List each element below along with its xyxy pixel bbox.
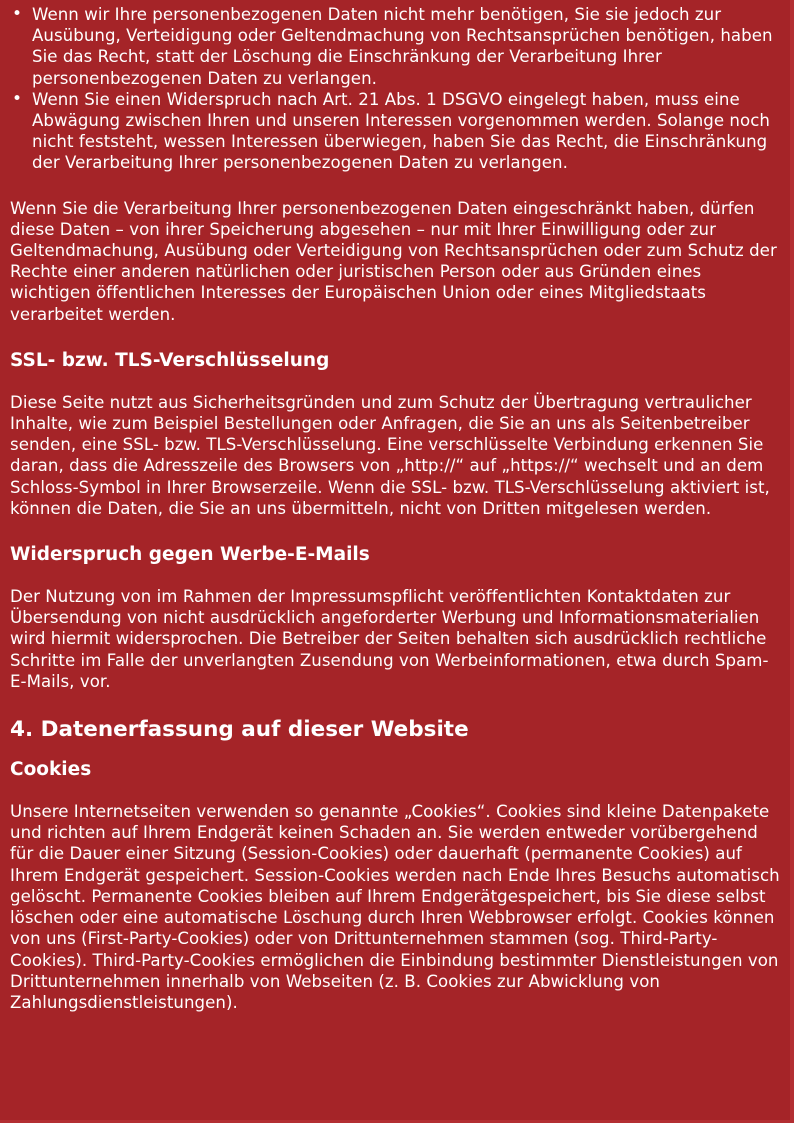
restriction-bullet-list: [10, 4, 784, 174]
bullet-icon: •: [12, 4, 23, 24]
ad-objection-paragraph: Der Nutzung von im Rahmen der Impressumspflicht veröffentlichten Kontaktdaten zur Übersendung von nicht ausdrücklich angeforderter Werbung und Informationsmaterialien wird hiermit widersprochen. Die Betreiber der Seiten behalten sich ausdrücklich rechtliche Schritte im Falle der unverlangten Zusendung von Werbeinformationen, etwa durch Spam-E-Mails, vor.: [10, 587, 769, 691]
bullet-icon: •: [12, 88, 23, 109]
bullet-item: [10, 4, 784, 89]
page-edge-right: [790, 0, 794, 1123]
ad-objection-heading: Widerspruch gegen Werbe-E-Mails: [10, 544, 370, 566]
ssl-paragraph: Diese Seite nutzt aus Sicherheitsgründen und zum Schutz der Übertragung vertraulicher Inhalte, wie zum Beispiel Bestellungen oder Anfragen, die Sie an uns als Seitenbetreiber senden, eine SSL- bzw. TLS-Verschlüsselung. Eine verschlüsselte Verbindung erkennen Sie daran, dass die Adresszeile des Browsers von „http://“ auf „https://“ wechselt und an dem Schloss-Symbol in Ihrer Browserzeile. Wenn die SSL- bzw. TLS-Verschlüsselung aktiviert ist, können die Daten, die Sie an uns übermitteln, nicht von Dritten mitgelesen werden.: [10, 392, 770, 518]
ssl-heading: SSL- bzw. TLS-Verschlüsselung: [10, 349, 330, 371]
restriction-paragraph: Wenn Sie die Verarbeitung Ihrer personenbezogenen Daten eingeschränkt haben, dürfen diese Daten – von ihrer Speicherung abgesehen – nur mit Ihrer Einwilligung oder zur Geltendmachung, Ausübung oder Verteidigung von Rechtsansprüchen oder zum Schutz der Rechte einer anderen natürlichen oder juristischen Person oder aus Gründen eines wichtigen öffentlichen Interesses der Europäischen Union oder eines Mitgliedstaats verarbeitet werden.: [10, 198, 777, 324]
bullet-text: Wenn Sie einen Widerspruch nach Art. 21 Abs. 1 DSGVO eingelegt haben, muss eine Abwägung zwischen Ihren und unseren Interessen vorgenommen werden. Solange noch nicht feststeht, wessen Interessen überwiegen, haben Sie das Recht, die Einschränkung der Verarbeitung Ihrer personenbezogenen Daten zu verlangen.: [32, 89, 770, 173]
section-4-heading: 4. Datenerfassung auf dieser Website: [10, 717, 469, 743]
cookies-heading: Cookies: [10, 759, 92, 781]
bullet-text: Wenn wir Ihre personenbezogenen Daten nicht mehr benötigen, Sie sie jedoch zur Ausübung, Verteidigung oder Geltendmachung von Rechtsansprüchen benötigen, haben Sie das Recht, statt der Löschung die Einschränkung der Verarbeitung Ihrer personenbezogenen Daten zu verlangen.: [32, 5, 773, 88]
bullet-item: [10, 89, 784, 174]
cookies-paragraph: Unsere Internetseiten verwenden so genannte „Cookies“. Cookies sind kleine Datenpakete und richten auf Ihrem Endgerät keinen Schaden an. Sie werden entweder vorübergehend für die Dauer einer Sitzung (Session-Cookies) oder dauerhaft (permanente Cookies) auf Ihrem Endgerät gespeichert. Session-Cookies werden nach Ende Ihres Besuchs automatisch gelöscht. Permanente Cookies bleiben auf Ihrem Endgerätgespeichert, bis Sie diese selbst löschen oder eine automatische Löschung durch Ihren Webbrowser erfolgt. Cookies können von uns (First-Party-Cookies) oder von Drittunternehmen stammen (sog. Third-Party- Cookies). Third-Party-Cookies ermöglichen die Einbindung bestimmter Dienstleistungen von Drittunternehmen innerhalb von Webseiten (z. B. Cookies zur Abwicklung von Zahlungsdienstleistungen).: [10, 802, 780, 1012]
